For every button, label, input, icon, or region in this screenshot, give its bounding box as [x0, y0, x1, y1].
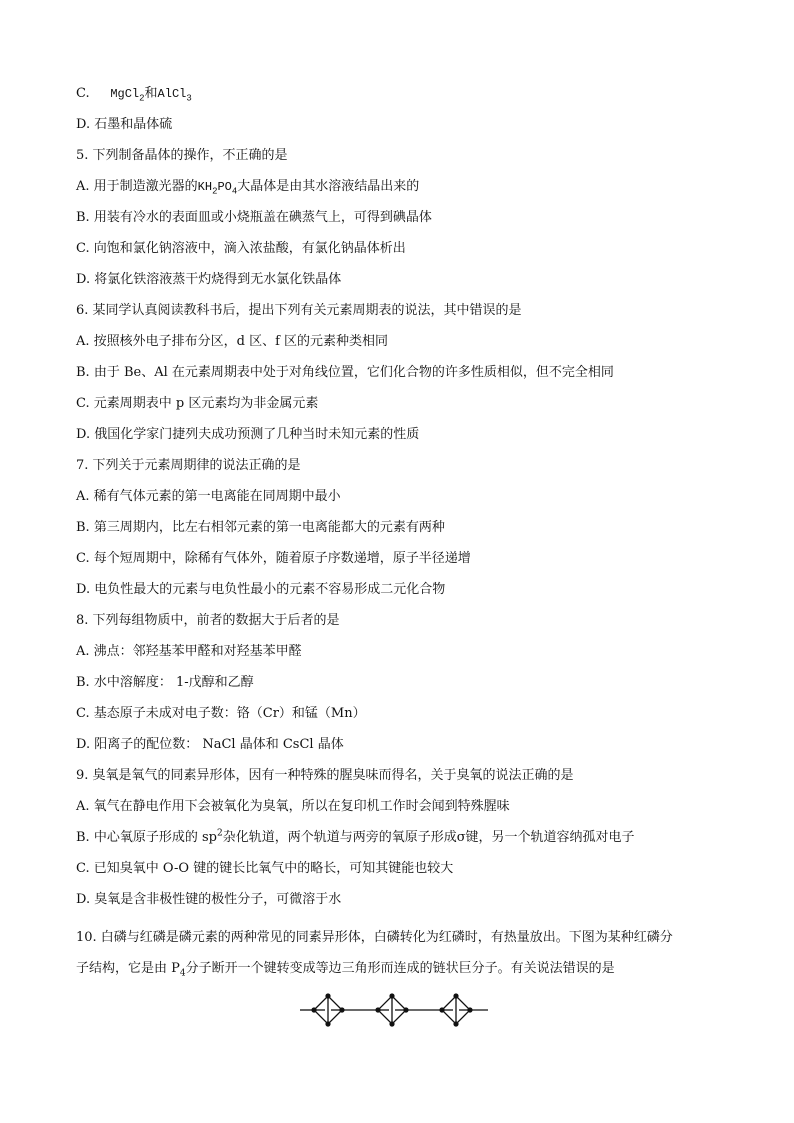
red-phosphorus-chain-diagram: [300, 990, 492, 1034]
q7-option-a: A. 稀有气体元素的第一电离能在同周期中最小: [76, 489, 341, 504]
q9-option-d: D. 臭氧是含非极性键的极性分子，可微溶于水: [76, 892, 342, 907]
q9-option-c: C. 已知臭氧中 O-O 键的键长比氧气中的略长，可知其键能也较大: [76, 861, 454, 876]
formula-mgcl2: MgCl$_2$: [110, 87, 145, 104]
q6-option-d: D. 俄国化学家门捷列夫成功预测了几种当时未知元素的性质: [76, 427, 420, 442]
q8-option-d: D. 阳离子的配位数： NaCl 晶体和 CsCl 晶体: [76, 737, 344, 752]
p4-unit: [378, 996, 406, 1024]
q5-stem: 5. 下列制备晶体的操作，不正确的是: [76, 148, 288, 163]
q7-option-b: B. 第三周期内，比左右相邻元素的第一电离能都大的元素有两种: [76, 520, 445, 535]
q4-option-c: [76, 86, 192, 102]
q7-option-c: C. 每个短周期中，除稀有气体外，随着原子序数递增，原子半径递增: [76, 551, 471, 566]
q5-option-c: C. 向饱和氯化钠溶液中，滴入浓盐酸，有氯化钠晶体析出: [76, 241, 406, 256]
formula-alcl3: AlCl$_3$: [157, 87, 192, 104]
q6-option-a: A. 按照核外电子排布分区，d 区、f 区的元素种类相同: [76, 334, 389, 349]
q5-option-d: D. 将氯化铁溶液蒸干灼烧得到无水氯化铁晶体: [76, 272, 342, 287]
q10-stem-line1: 10. 白磷与红磷是磷元素的两种常见的同素异形体，白磷转化为红磷时，有热量放出。下图为某种红磷分: [76, 930, 673, 945]
q6-stem: 6. 某同学认真阅读教科书后，提出下列有关元素周期表的说法，其中错误的是: [76, 303, 522, 318]
q9-option-a: A. 氧气在静电作用下会被氧化为臭氧，所以在复印机工作时会闻到特殊腥味: [76, 799, 510, 814]
q8-option-c: C. 基态原子未成对电子数：铬（Cr）和锰（Mn）: [76, 706, 366, 721]
formula-kh2po4: $KH_2PO_4$: [197, 180, 238, 197]
q6-option-c: C. 元素周期表中 p 区元素均为非金属元素: [76, 396, 319, 411]
connector-text: 和: [144, 86, 158, 101]
q5-option-b: B. 用装有冷水的表面皿或小烧瓶盖在碘蒸气上，可得到碘晶体: [76, 210, 432, 225]
q6-option-b: B. 由于 Be、Al 在元素周期表中处于对角线位置，它们化合物的许多性质相似，但不完全相同: [76, 365, 614, 380]
q10-stem-line2: 子结构，它是由 $P_4$分子断开一个键转变成等边三角形而连成的链状巨分子。有关说法错误的是: [76, 961, 615, 979]
q4-option-d: D. 石墨和晶体硫: [76, 117, 173, 132]
q9-option-b: B. 中心氧原子形成的 $sp^2$杂化轨道，两个轨道与两旁的氧原子形成σ键，另一个轨道容纳孤对电子: [76, 828, 635, 845]
p4-unit: [442, 996, 470, 1024]
q7-option-d: D. 电负性最大的元素与电负性最小的元素不容易形成二元化合物: [76, 582, 446, 597]
p4-unit: [314, 996, 342, 1024]
q5-option-a: A. 用于制造激光器的$KH_2PO_4$大晶体是由其水溶液结晶出来的: [76, 179, 420, 197]
q8-stem: 8. 下列每组物质中，前者的数据大于后者的是: [76, 613, 340, 628]
option-label: C.: [76, 86, 90, 101]
q8-option-a: A. 沸点：邻羟基苯甲醛和对羟基苯甲醛: [76, 644, 302, 659]
q8-option-b: B. 水中溶解度： 1-戊醇和乙醇: [76, 675, 254, 690]
q7-stem: 7. 下列关于元素周期律的说法正确的是: [76, 458, 301, 473]
q9-stem: 9. 臭氧是氧气的同素异形体，因有一种特殊的腥臭味而得名，关于臭氧的说法正确的是: [76, 768, 574, 783]
